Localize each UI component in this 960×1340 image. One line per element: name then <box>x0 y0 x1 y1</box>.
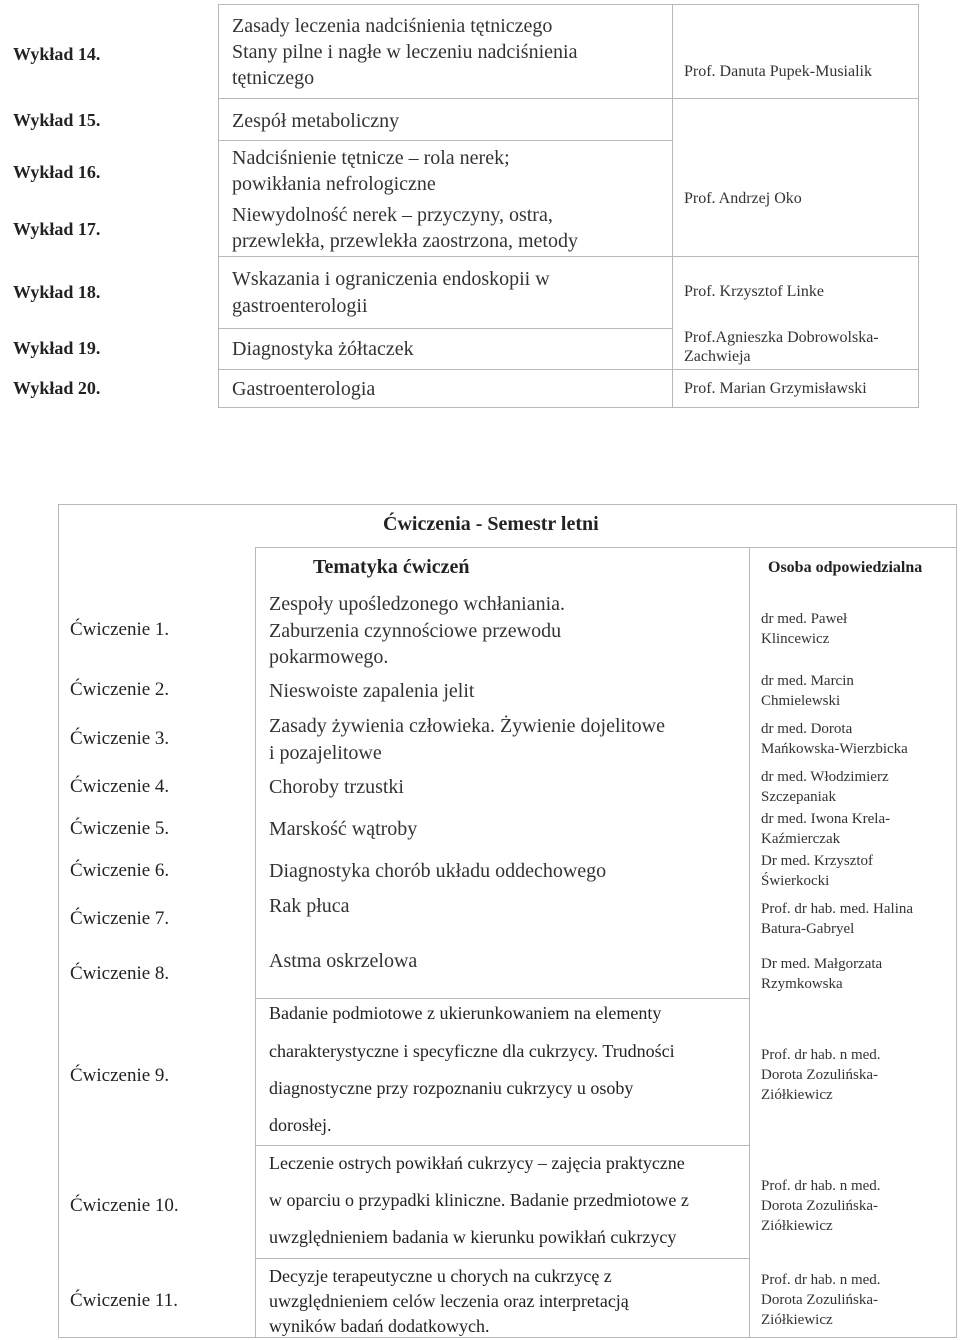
responsible-person: dr med. Włodzimierz <box>761 769 889 785</box>
exercise-topic: i pozajelitowe <box>269 742 382 764</box>
exercise-topic: Decyzje terapeutyczne u chorych na cukrzycę z <box>269 1266 612 1286</box>
responsible-person: Prof. dr hab. n med. <box>761 1047 881 1063</box>
lecture-topic: gastroenterologii <box>232 295 368 317</box>
column-header-topic: Tematyka ćwiczeń <box>313 556 470 578</box>
grid-line <box>218 98 918 99</box>
grid-line <box>218 256 918 257</box>
responsible-person: dr med. Marcin <box>761 673 854 689</box>
exercise-number: Ćwiczenie 11. <box>70 1290 178 1311</box>
lecture-number: Wykład 15. <box>13 110 101 130</box>
grid-line <box>58 504 956 505</box>
responsible-person: Kaźmierczak <box>761 831 841 847</box>
grid-line <box>255 1145 749 1146</box>
exercise-topic: Nieswoiste zapalenia jelit <box>269 680 475 702</box>
responsible-person: Prof. dr hab. n med. <box>761 1272 881 1288</box>
responsible-person: Szczepaniak <box>761 789 836 805</box>
responsible-person: Ziółkiewicz <box>761 1312 833 1328</box>
grid-line <box>218 328 672 329</box>
lecture-topic: Wskazania i ograniczenia endoskopii w <box>232 268 550 290</box>
responsible-person: Dorota Zozulińska- <box>761 1198 879 1214</box>
responsible-person: Prof. dr hab. med. Halina <box>761 901 914 917</box>
exercise-topic: Zaburzenia czynnościowe przewodu <box>269 620 562 642</box>
grid-line <box>58 504 59 1338</box>
exercise-number: Ćwiczenie 1. <box>70 619 170 640</box>
responsible-person: Prof. dr hab. n med. <box>761 1178 881 1194</box>
responsible-person: Dr med. Małgorzata <box>761 956 883 972</box>
lecture-number: Wykład 16. <box>13 162 101 182</box>
exercise-topic: Rak płuca <box>269 895 350 917</box>
responsible-person: Świerkocki <box>761 873 830 889</box>
exercise-number: Ćwiczenie 7. <box>70 908 170 929</box>
lecture-topic: przewlekła, przewlekła zaostrzona, metody <box>232 230 578 252</box>
lecture-topic: tętniczego <box>232 67 315 89</box>
exercise-number: Ćwiczenie 2. <box>70 679 170 700</box>
exercise-number: Ćwiczenie 3. <box>70 728 170 749</box>
grid-line <box>218 140 672 141</box>
exercises-title: Ćwiczenia - Semestr letni <box>383 513 599 535</box>
grid-line <box>218 4 918 5</box>
exercise-number: Ćwiczenie 6. <box>70 860 170 881</box>
grid-line <box>749 547 750 1338</box>
lecturer-name: Prof. Danuta Pupek-Musialik <box>684 63 872 80</box>
lecture-number: Wykład 20. <box>13 378 101 398</box>
exercise-topic: Diagnostyka chorób układu oddechowego <box>269 860 607 882</box>
lecture-number: Wykład 14. <box>13 44 101 64</box>
lecture-topic: powikłania nefrologiczne <box>232 173 436 195</box>
responsible-person: Dorota Zozulińska- <box>761 1067 879 1083</box>
lecture-topic: Diagnostyka żółtaczek <box>232 338 414 360</box>
responsible-person: Rzymkowska <box>761 976 843 992</box>
lecture-topic: Zespół metaboliczny <box>232 110 400 132</box>
exercise-topic: Marskość wątroby <box>269 818 418 840</box>
exercise-topic: Badanie podmiotowe z ukierunkowaniem na elementy <box>269 1003 662 1023</box>
exercise-topic: Leczenie ostrych powikłań cukrzycy – zajęcia praktyczne <box>269 1153 685 1173</box>
exercise-number: Ćwiczenie 10. <box>70 1195 179 1216</box>
responsible-person: Dr med. Krzysztof <box>761 853 874 869</box>
grid-line <box>956 504 957 1338</box>
responsible-person: Chmielewski <box>761 693 841 709</box>
exercise-topic: w oparciu o przypadki kliniczne. Badanie przedmiotowe z <box>269 1190 689 1210</box>
exercise-number: Ćwiczenie 4. <box>70 776 170 797</box>
column-header-person: Osoba odpowiedzialna <box>768 559 923 576</box>
responsible-person: Mańkowska-Wierzbicka <box>761 741 908 757</box>
grid-line <box>255 547 956 548</box>
grid-line <box>255 998 749 999</box>
grid-line <box>218 407 918 408</box>
responsible-person: Batura-Gabryel <box>761 921 855 937</box>
grid-line <box>218 369 918 370</box>
lecturer-name: Prof. Krzysztof Linke <box>684 283 824 300</box>
lecture-topic: Niewydolność nerek – przyczyny, ostra, <box>232 204 553 226</box>
grid-line <box>255 547 256 1338</box>
exercise-topic: dorosłej. <box>269 1115 332 1135</box>
responsible-person: dr med. Iwona Krela- <box>761 811 891 827</box>
lecture-topic: Zasady leczenia nadciśnienia tętniczego <box>232 15 553 37</box>
exercise-topic: Choroby trzustki <box>269 776 404 798</box>
grid-line <box>255 1258 749 1259</box>
grid-line <box>218 4 219 408</box>
exercise-topic: wyników badań dodatkowych. <box>269 1316 490 1336</box>
responsible-person: Ziółkiewicz <box>761 1087 833 1103</box>
responsible-person: dr med. Dorota <box>761 721 853 737</box>
lecture-topic: Gastroenterologia <box>232 378 376 400</box>
responsible-person: dr med. Paweł <box>761 611 848 627</box>
exercise-number: Ćwiczenie 9. <box>70 1065 170 1086</box>
exercise-topic: charakterystyczne i specyficzne dla cukrzycy. Trudności <box>269 1041 675 1061</box>
lecture-topic: Nadciśnienie tętnicze – rola nerek; <box>232 147 510 169</box>
exercise-topic: Zasady żywienia człowieka. Żywienie dojelitowe <box>269 715 665 737</box>
exercise-topic: pokarmowego. <box>269 646 389 668</box>
exercise-number: Ćwiczenie 8. <box>70 963 170 984</box>
responsible-person: Ziółkiewicz <box>761 1218 833 1234</box>
exercise-topic: uwzględnieniem badania w kierunku powikłań cukrzycy <box>269 1227 677 1247</box>
responsible-person: Dorota Zozulińska- <box>761 1292 879 1308</box>
lecturer-name: Prof.Agnieszka Dobrowolska- <box>684 329 879 346</box>
exercise-topic: uwzględnieniem celów leczenia oraz interpretacją <box>269 1291 629 1311</box>
lecture-number: Wykład 19. <box>13 338 101 358</box>
grid-line <box>58 1337 956 1338</box>
responsible-person: Klincewicz <box>761 631 830 647</box>
lecture-number: Wykład 17. <box>13 219 101 239</box>
exercise-topic: Zespoły upośledzonego wchłaniania. <box>269 593 566 615</box>
exercise-topic: Astma oskrzelowa <box>269 950 418 972</box>
exercise-number: Ćwiczenie 5. <box>70 818 170 839</box>
grid-line <box>918 4 919 408</box>
lecturer-name: Zachwieja <box>684 348 751 365</box>
grid-line <box>672 4 673 408</box>
exercise-topic: diagnostyczne przy rozpoznaniu cukrzycy u osoby <box>269 1078 634 1098</box>
lecture-topic: Stany pilne i nagłe w leczeniu nadciśnienia <box>232 41 578 63</box>
lecture-number: Wykład 18. <box>13 282 101 302</box>
lecturer-name: Prof. Marian Grzymisławski <box>684 380 867 397</box>
lecturer-name: Prof. Andrzej Oko <box>684 190 802 207</box>
